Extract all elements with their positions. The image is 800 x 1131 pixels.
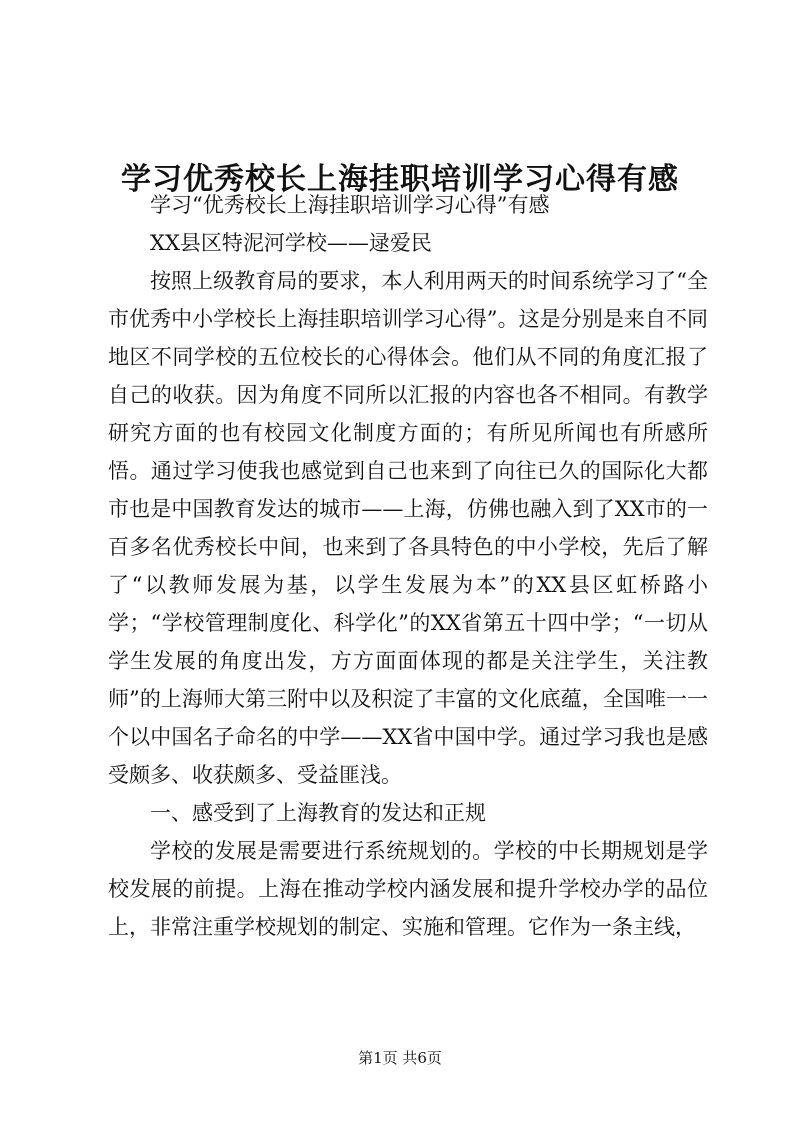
body-paragraph: 学校的发展是需要进行系统规划的。学校的中长期规划是学校发展的前提。上海在推动学校内涵发展和提升学校办学的品位上，非常注重学校规划的制定、实施和管理。它作为一条主线， [108,839,708,939]
body-paragraph: 按照上级教育局的要求，本人利用两天的时间系统学习了“全市优秀中小学校长上海挂职培训学习心得”。这是分别是来自不同地区不同学校的五位校长的心得体会。他们从不同的角度汇报了自己的收获。因为角度不同所以汇报的内容也各不相同。有教学研究方面的也有校园文化制度方面的；有所见所闻也有所感所悟。通过学习使我也感觉到自己也来到了向往已久的国际化大都市也是中国教育发达的城市——上海，仿佛也融入到了XX市的一百多名优秀校长中间，也来到了各具特色的中小学校，先后了解了“以教师发展为基，以学生发展为本”的XX县区虹桥路小学；“学校管理制度化、科学化”的XX省第五十四中学；“一切从学生发展的角度出发，方方面面体现的都是关注学生，关注教师”的上海师大第三附中以及积淀了丰富的文化底蕴，全国唯一一个以中国名子命名的中学——XX省中国中学。通过学习我也是感受颇多、收获颇多、受益匪浅。 [108,269,708,787]
document-body [108,186,708,946]
page-footer: 第1页 共6页 [358,1049,442,1067]
document-title: 学习优秀校长上海挂职培训学习心得有感 [121,162,679,198]
author-paragraph: XX县区特泥河学校——逯爱民 [150,231,432,255]
section-heading: 一、感受到了上海教育的发达和正规 [150,801,486,825]
subtitle-paragraph: 学习“优秀校长上海挂职培训学习心得”有感 [150,193,550,217]
